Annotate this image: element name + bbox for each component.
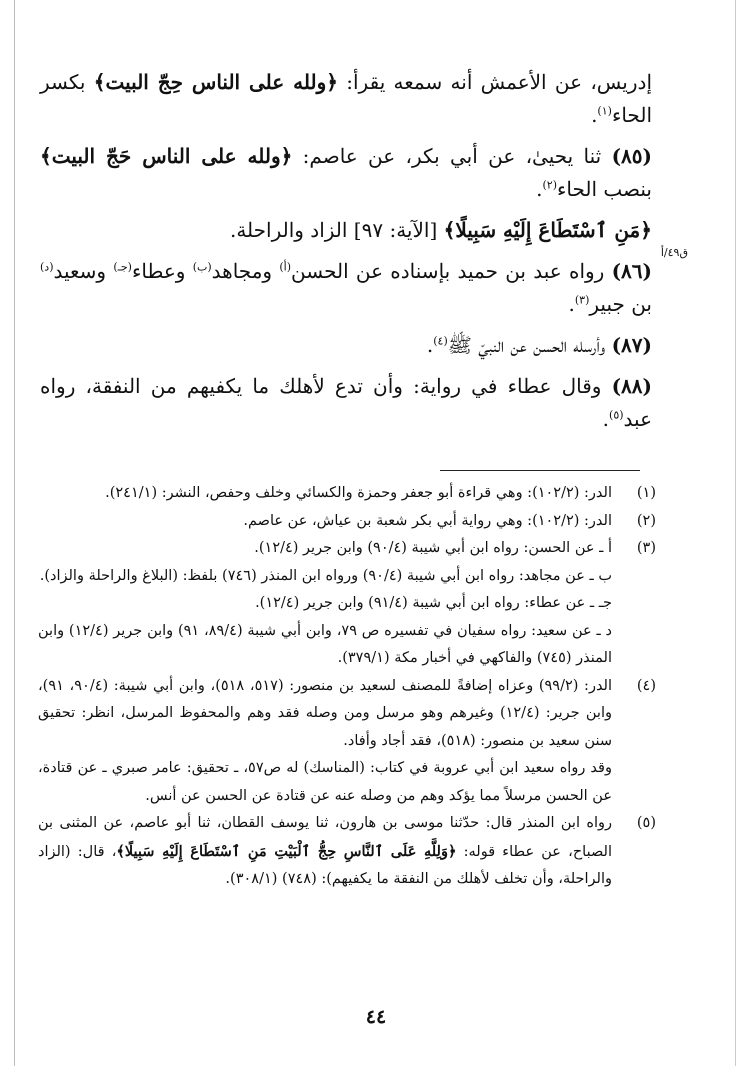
main-text <box>40 66 652 444</box>
p5-num: (٨٧) <box>611 333 652 357</box>
page-number: ٤٤ <box>365 1006 387 1028</box>
footnote-number: (٤) <box>636 677 656 694</box>
page-edge-left <box>14 0 15 1066</box>
p5-end: . <box>426 333 434 357</box>
p2-num: (٨٥) <box>611 144 652 168</box>
footnote-number: (٣) <box>636 540 656 556</box>
footnote-3c: جـ ـ عن عطاء: رواه ابن أبي شيبة (٩١/٤) وابن جرير (١٢/٤). <box>255 595 612 611</box>
footnote-text: الدر: (١٠٢/٢): وهي قراءة أبو جعفر وحمزة والكسائي وخلف وحفص، النشر: (٢٤١/١). <box>105 485 612 501</box>
footnote-5-text <box>38 810 612 894</box>
footnote-3d: د ـ عن سعيد: رواه سفيان في تفسيره ص ٧٩، وابن أبي شيبة (٨٩/٤، ٩١) وابن جرير (١٢/٤) وابن المنذر (٧٤٥) والفاكهي في أخبار مكة (٣٧٩/١). <box>38 622 612 666</box>
footnote-3a: أ ـ عن الحسن: رواه ابن أبي شيبة (٩٠/٤) وابن جرير (١٢/٤). <box>254 540 612 556</box>
p2-quran: ﴿ولله على الناس حَجّ البيت﴾ <box>40 144 293 168</box>
p5-ref: (٤) <box>433 334 448 348</box>
footnote-4-text1: الدر: (٩٩/٢) وعزاه إضافةً للمصنف لسعيد بن منصور: (٥١٧، ٥١٨)، وابن أبي شيبة: (٩٠/٤، ٩١)، وابن جرير: (١٢/٤) وغيرهم وهو مرسل ومن وصله فقد وهم والمحفوظ المرسل، انظر: تحقيق سنن سعيد بن منصور: (٥١٨)، فقد أجاد وأفاد. <box>38 677 613 749</box>
p3-text: [الآية: ٩٧] الزاد والراحلة. <box>229 218 444 242</box>
p2-after: بنصب الحاء <box>557 177 652 201</box>
p1-after: بكسر الحاء <box>40 70 652 127</box>
p4-end: . <box>568 292 575 316</box>
p6-ref: (٥) <box>609 408 624 422</box>
footnote-3b: ب ـ عن مجاهد: رواه ابن أبي شيبة (٩٠/٤) ورواه ابن المنذر (٧٤٦) بلفظ: (البلاغ والراحلة والزاد). <box>39 567 612 584</box>
p4-ref2: (ب) <box>192 260 212 274</box>
p4-ref3: (جـ) <box>113 260 132 274</box>
p4-text1: رواه عبد بن حميد بإسناده عن الحسن <box>291 259 612 283</box>
p5-text: وأرسله الحسن عن النبيّ ﷺ <box>447 333 612 357</box>
paragraph-86 <box>40 255 652 321</box>
p1-quran: ﴿ولله على الناس حِجّ البيت﴾ <box>93 70 338 94</box>
footnote-5-text2: ، قال: (الزاد والراحلة، وأن تخلف لأهلك من النفقة ما يكفيهم): (٧٤٨) (٣٠٨/١). <box>38 843 612 887</box>
footnote-5-quran: ﴿وَلِلَّهِ عَلَى ٱلنَّاسِ حِجُّ ٱلْبَيْتِ مَنِ ٱسْتَطَاعَ إِلَيْهِ سَبِيلًا﴾ <box>116 842 457 860</box>
footnote-1 <box>38 480 656 508</box>
paragraph-85 <box>40 140 652 206</box>
footnote-5 <box>38 810 656 894</box>
p2-ref: (٢) <box>542 178 557 192</box>
p4-ref4: (د) <box>40 260 54 274</box>
p4-text4: وسعيد <box>53 259 114 283</box>
p1-end: . <box>591 103 598 127</box>
p4-num: (٨٦) <box>611 259 652 283</box>
p2-text: ثنا يحيىٰ، عن أبي بكر، عن عاصم: <box>292 144 612 168</box>
p1-text: إدريس، عن الأعمش أنه سمعه يقرأ: <box>337 70 652 94</box>
p4-text3: وعطاء <box>131 259 193 283</box>
footnotes <box>38 480 656 894</box>
p4-ref1: (أ) <box>279 260 291 274</box>
paragraph-verse <box>40 214 652 247</box>
margin-note: ق٤٩/أ <box>660 246 688 259</box>
paragraph-1 <box>40 66 652 132</box>
p4-ref5: (٣) <box>574 293 590 307</box>
p4-text2: ومجاهد <box>211 259 280 283</box>
p6-num: (٨٨) <box>611 374 652 398</box>
footnote-4-text2: وقد رواه سعيد ابن أبي عروبة في كتاب: (المناسك) له ص٥٧، ـ تحقيق: عامر صبري ـ عن قتادة، عن الحسن مرسلاً مما يؤكد وهم من وصله عنه عن قتادة عن الحسن عن أنس. <box>38 760 612 804</box>
page-edge-right <box>735 0 736 1066</box>
footnote-2 <box>38 508 656 536</box>
paragraph-87 <box>40 329 652 362</box>
footnote-separator <box>440 470 640 471</box>
paragraph-88 <box>40 370 652 436</box>
p3-quran: ﴿مَنِ ٱسْتَطَاعَ إِلَيْهِ سَبِيلًا﴾ <box>443 218 652 242</box>
p1-ref: (١) <box>597 104 612 118</box>
footnote-3 <box>38 535 656 673</box>
footnote-number: (٥) <box>636 815 656 831</box>
footnote-number: (١) <box>636 485 656 501</box>
p6-text: وقال عطاء في رواية: وأن تدع لأهلك ما يكفيهم من النفقة، رواه عبد <box>40 374 652 431</box>
footnote-4 <box>38 673 656 811</box>
footnote-5-text1: رواه ابن المنذر قال: حدّثنا موسى بن هارون، ثنا يوسف القطان، ثنا أبو عاصم، عن المثنى بن الصباح، عن عطاء قوله: <box>38 815 612 860</box>
p6-end: . <box>602 407 610 431</box>
p2-end: . <box>536 177 543 201</box>
p4-text5: بن جبير <box>589 292 652 316</box>
footnote-number: (٢) <box>636 512 656 529</box>
footnote-text: الدر: (١٠٢/٢): وهي رواية أبي بكر شعبة بن عياش، عن عاصم. <box>243 512 612 529</box>
